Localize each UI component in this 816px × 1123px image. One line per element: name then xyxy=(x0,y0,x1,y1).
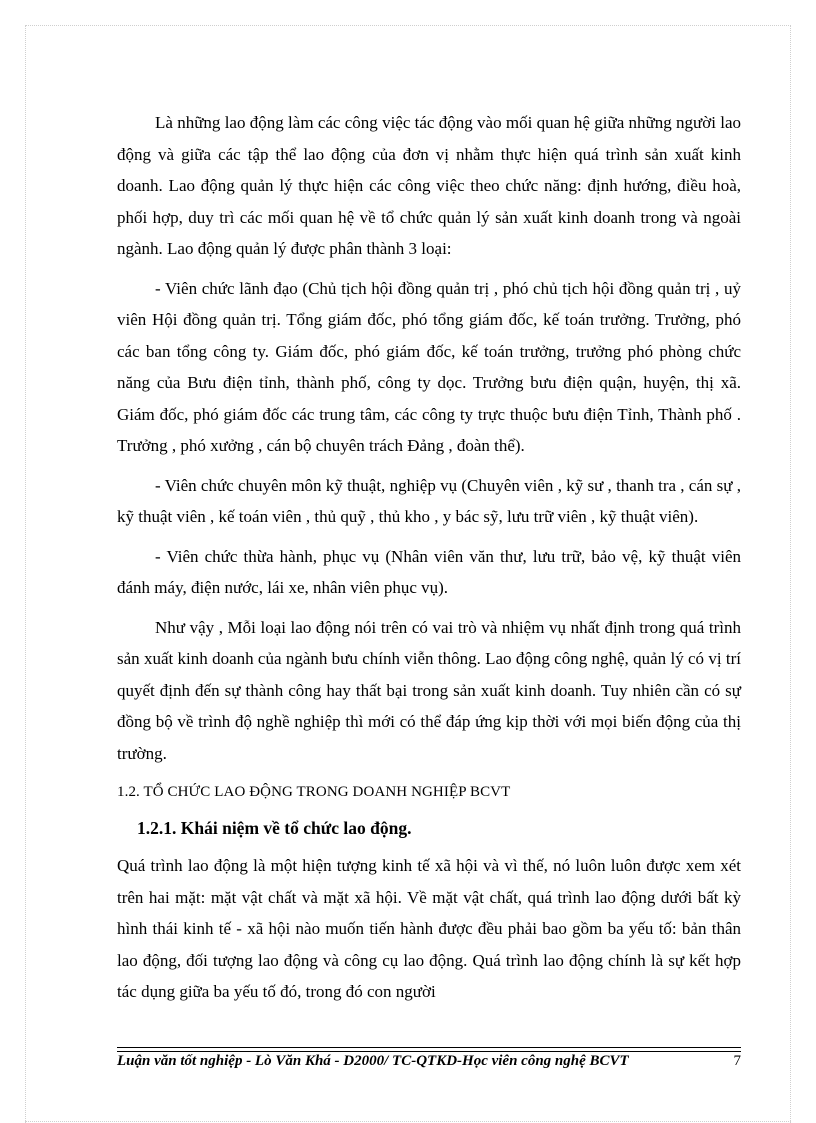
section-heading: 1.2. TỔ CHỨC LAO ĐỘNG TRONG DOANH NGHIỆP BCVT xyxy=(117,784,511,800)
document-body xyxy=(117,107,741,1016)
page-bottom-edge xyxy=(25,1121,791,1122)
paragraph-support-staff: - Viên chức thừa hành, phục vụ (Nhân viên văn thư, lưu trữ, bảo vệ, kỹ thuật viên đánh máy, điện nước, lái xe, nhân viên phục vụ). xyxy=(117,546,741,597)
paragraph-conclusion: Như vậy , Mỗi loại lao động nói trên có vai trò và nhiệm vụ nhất định trong quá trình sản xuất kinh doanh của ngành bưu chính viễn thông. Lao động công nghệ, quản lý có vị trí quyết định đến sự thành công hay thất bại trong sản xuất kinh doanh. Tuy nhiên cần có sự đồng bộ về trình độ nghề nghiệp thì mới có thể đáp ứng kịp thời với mọi biến động của thị trường. xyxy=(117,617,741,763)
footer-double-rule xyxy=(117,1047,741,1052)
page-footer xyxy=(117,1053,741,1070)
subsection-heading: 1.2.1. Khái niệm về tổ chức lao động. xyxy=(137,817,412,838)
footer-text: Luận văn tốt nghiệp - Lò Văn Khá - D2000/ TC-QTKD-Học viên công nghệ BCVT xyxy=(117,1053,629,1069)
page-number: 7 xyxy=(733,1053,741,1069)
paragraph-technical-staff: - Viên chức chuyên môn kỹ thuật, nghiệp vụ (Chuyên viên , kỹ sư , thanh tra , cán sự , kỹ thuật viên , kế toán viên , thủ quỹ , thủ kho , y bác sỹ, lưu trữ viên , kỹ thuật viên). xyxy=(117,475,741,526)
paragraph-labor-process: Quá trình lao động là một hiện tượng kinh tế xã hội và vì thế, nó luôn luôn được xem xét trên hai mặt: mặt vật chất và mặt xã hội. Về mặt vật chất, quá trình lao động dưới bất kỳ hình thái kinh tế - xã hội nào muốn tiến hành được đều phải bao gồm ba yếu tố: bản thân lao động, đối tượng lao động và công cụ lao động. Quá trình lao động chính là sự kết hợp tác dụng giữa ba yếu tố đó, trong đó con người xyxy=(117,856,741,1001)
paragraph-leadership-staff: - Viên chức lãnh đạo (Chủ tịch hội đồng quản trị , phó chủ tịch hội đồng quản trị , uỷ viên Hội đồng quản trị. Tổng giám đốc, phó tổng giám đốc, kế toán trưởng. Trưởng, phó các ban tổng công ty. Giám đốc, phó giám đốc, kế toán trưởng, trưởng phó phòng chức năng của Bưu điện tỉnh, thành phố, công ty dọc. Trưởng bưu điện quận, huyện, thị xã. Giám đốc, phó giám đốc các trung tâm, các công ty trực thuộc bưu điện Tỉnh, Thành phố . Trưởng , phó xưởng , cán bộ chuyên trách Đảng , đoàn thể). xyxy=(117,278,741,455)
paragraph-management-labor: Là những lao động làm các công việc tác động vào mối quan hệ giữa những người lao động và giữa các tập thể lao động của đơn vị nhằm thực hiện quá trình sản xuất kinh doanh. Lao động quản lý thực hiện các công việc theo chức năng: định hướng, điều hoà, phối hợp, duy trì các mối quan hệ về tổ chức quản lý sản xuất kinh doanh trong và ngoài ngành. Lao động quản lý được phân thành 3 loại: xyxy=(117,113,741,258)
